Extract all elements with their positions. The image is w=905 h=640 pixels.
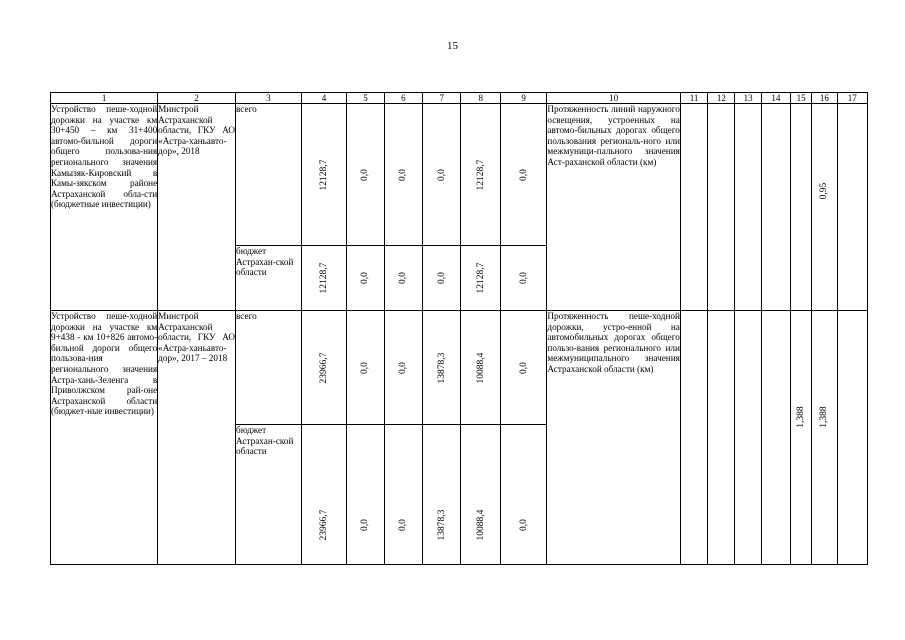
target-cell (791, 311, 812, 565)
amount-cell (500, 246, 547, 311)
amount-cell (423, 425, 461, 565)
amount-cell (500, 104, 547, 246)
funding-source: всего (236, 311, 302, 425)
amount-value: 0,0 (360, 361, 371, 374)
amount-value: 0,0 (436, 168, 447, 181)
amount-cell (461, 311, 500, 425)
amount-value: 13878,3 (436, 509, 447, 541)
page-number: 15 (447, 40, 458, 52)
table-row (51, 104, 868, 246)
column-number-row (51, 93, 868, 104)
amount-cell (301, 425, 347, 565)
amount-value: 0,0 (518, 361, 529, 374)
amount-value: 0,0 (398, 361, 409, 374)
amount-value: 0,0 (398, 272, 409, 284)
col-header: 14 (761, 93, 790, 104)
amount-value: 12128,7 (318, 159, 329, 190)
amount-value: 0,0 (518, 168, 529, 181)
amount-cell (384, 104, 422, 246)
amount-value: 0,0 (360, 519, 371, 532)
empty-cell (761, 311, 790, 565)
target-value: 1,388 (819, 406, 830, 428)
col-header: 7 (423, 93, 461, 104)
col-header: 1 (51, 93, 158, 104)
amount-value: 0,0 (518, 519, 529, 532)
amount-value: 0,0 (398, 168, 409, 181)
target-cell (791, 104, 812, 311)
target-cell (812, 311, 837, 565)
executor-cell: Минстрой Астраханской области, ГКУ АО «Астра-ханьавто-дор», 2017 – 2018 (158, 311, 236, 565)
amount-cell (500, 311, 547, 425)
table-row (51, 311, 868, 425)
indicator-cell: Протяженность пеше-ходной дорожки, устро-енной на автомобильных дорогах общего пользо-вания регионального или межмуниципального значения Астраханской области (км) (547, 311, 680, 565)
amount-cell (301, 311, 347, 425)
amount-cell (461, 246, 500, 311)
amount-value: 0,0 (360, 168, 371, 181)
col-header: 9 (500, 93, 547, 104)
empty-cell (837, 104, 867, 311)
amount-value: 10088,4 (475, 509, 486, 541)
measure-name: Устройство пеше-ходной дорожки на участке км 30+450 – км 31+400 автомо-бильной дороги общего пользова-ния регионального значения Камызяк-Кировский в Камы-зякском районе Астраханской обла-сти (бюджетные инвестиции) (51, 104, 158, 311)
col-header: 8 (461, 93, 500, 104)
amount-value: 23966,7 (318, 509, 329, 541)
col-header: 3 (236, 93, 302, 104)
amount-cell (461, 104, 500, 246)
measure-name: Устройство пеше-ходной дорожки на участке км 9+438 - км 10+826 автомо-бильной дороги общего пользова-ния регионального значения Астра-хань-Зеленга в Приволжском рай-оне Астраханской области (бюджет-ные инвестиции) (51, 311, 158, 565)
amount-cell (301, 246, 347, 311)
executor-cell: Минстрой Астраханской области, ГКУ АО «Астра-ханьавто-дор», 2018 (158, 104, 236, 311)
amount-cell (301, 104, 347, 246)
amount-cell (423, 104, 461, 246)
amount-cell (500, 425, 547, 565)
col-header: 15 (791, 93, 812, 104)
amount-cell (347, 311, 384, 425)
empty-cell (708, 104, 735, 311)
funding-source: всего (236, 104, 302, 246)
empty-cell (837, 311, 867, 565)
amount-value: 0,0 (398, 519, 409, 532)
col-header: 6 (384, 93, 422, 104)
amount-value: 12128,7 (475, 159, 486, 190)
col-header: 4 (301, 93, 347, 104)
amount-value: 0,0 (436, 272, 447, 284)
indicator-cell: Протяженность линий наружного освещения, устроенных на автомо-бильных дорогах общего пользования региональ-ного или межмуници-пального значения Аст-раханской области (км) (547, 104, 680, 311)
empty-cell (680, 311, 707, 565)
amount-cell (384, 246, 422, 311)
amount-cell (423, 246, 461, 311)
empty-cell (708, 311, 735, 565)
col-header: 16 (812, 93, 837, 104)
funding-source: бюджет Астрахан-ской области (236, 246, 302, 311)
col-header: 12 (708, 93, 735, 104)
col-header: 5 (347, 93, 384, 104)
col-header: 11 (680, 93, 707, 104)
target-value: 0,95 (819, 182, 830, 199)
col-header: 13 (735, 93, 761, 104)
amount-cell (461, 425, 500, 565)
amount-value: 12128,7 (475, 262, 486, 294)
program-table (50, 92, 868, 565)
col-header: 10 (547, 93, 680, 104)
amount-cell (384, 425, 422, 565)
empty-cell (761, 104, 790, 311)
col-header: 17 (837, 93, 867, 104)
empty-cell (735, 104, 761, 311)
empty-cell (735, 311, 761, 565)
amount-cell (347, 425, 384, 565)
empty-cell (680, 104, 707, 311)
amount-value: 13878,3 (436, 352, 447, 383)
funding-source: бюджет Астрахан-ской области (236, 425, 302, 565)
amount-cell (384, 311, 422, 425)
amount-value: 10088,4 (475, 352, 486, 383)
amount-cell (347, 246, 384, 311)
amount-cell (347, 104, 384, 246)
amount-value: 12128,7 (318, 262, 329, 294)
target-cell (812, 104, 837, 311)
target-value: 1,388 (796, 406, 807, 428)
amount-value: 0,0 (360, 272, 371, 284)
amount-value: 0,0 (518, 272, 529, 284)
amount-value: 23966,7 (318, 352, 329, 383)
col-header: 2 (158, 93, 236, 104)
amount-cell (423, 311, 461, 425)
